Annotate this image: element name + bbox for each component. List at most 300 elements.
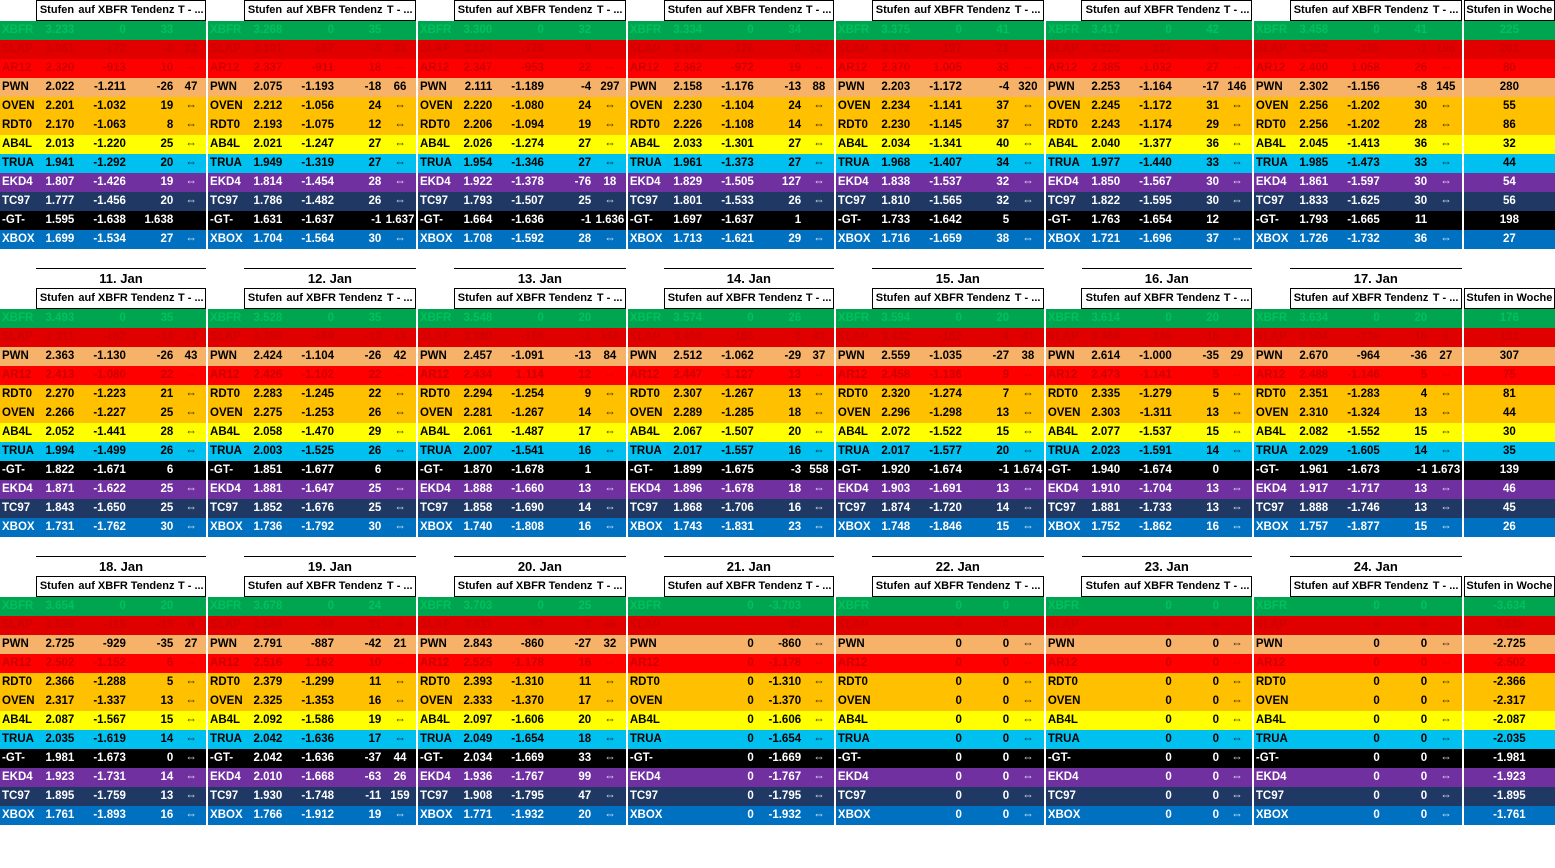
cell-tendenz: 16 xyxy=(547,442,594,461)
cell-t: ⇔ xyxy=(1430,385,1461,404)
row-label-xbox: XBOX xyxy=(418,230,454,249)
spacer xyxy=(129,249,176,269)
cell-tendenz: 26 xyxy=(337,442,384,461)
day-header-spacer xyxy=(1254,557,1290,577)
cell-stufen: 2.067 xyxy=(664,423,705,442)
cell-stufen: 3.432 xyxy=(872,328,913,347)
cell-t: ⇔ xyxy=(1222,173,1252,192)
header-t: T - ... xyxy=(1222,1,1252,21)
cell-t: 1.636 xyxy=(594,211,625,230)
cell-t: ⇔ xyxy=(1430,673,1461,692)
block-separator-row xyxy=(0,537,1555,557)
header-auf-xbfr: auf XBFR xyxy=(1123,1,1175,21)
cell-t: ⇔ xyxy=(384,173,415,192)
row-label-xbox: XBOX xyxy=(208,806,244,825)
cell-auf-xbfr: 0 xyxy=(913,806,965,825)
cell-tendenz: -860 xyxy=(757,635,804,654)
cell-stufen: 3.539 xyxy=(36,616,77,635)
cell-stufen: 2.670 xyxy=(1290,347,1331,366)
cell-t: 13 xyxy=(176,328,206,347)
cell-stufen: 2.275 xyxy=(244,404,285,423)
row-label-ar12: AR12 xyxy=(208,59,244,78)
row-label-tc97: TC97 xyxy=(1254,192,1290,211)
row-label-ab4l: AB4L xyxy=(418,711,454,730)
cell-stufen xyxy=(1290,787,1331,806)
cell-tendenz: 17 xyxy=(547,692,594,711)
cell-stufen: 1.721 xyxy=(1082,230,1123,249)
cell-auf-xbfr: -1.245 xyxy=(285,385,337,404)
cell-tendenz: 20 xyxy=(547,711,594,730)
spacer xyxy=(384,249,415,269)
row-label-ekd4: EKD4 xyxy=(1046,768,1082,787)
row-label-rdt0: RDT0 xyxy=(836,116,872,135)
day-header-7: 17. Jan xyxy=(1290,269,1462,289)
cell-stufen: 2.614 xyxy=(1082,347,1123,366)
cell-stufen: 2.325 xyxy=(244,692,285,711)
cell-t: ⇔ xyxy=(176,366,206,385)
row-label-oven: OVEN xyxy=(1254,404,1290,423)
row-label-tc97: TC97 xyxy=(1254,787,1290,806)
cell-auf-xbfr: 0 xyxy=(913,730,965,749)
cell-stufen: 1.881 xyxy=(244,480,285,499)
cell-auf-xbfr: -169 xyxy=(285,328,337,347)
row-label-ar12: AR12 xyxy=(0,654,36,673)
cell-t: ⇔ xyxy=(1222,673,1252,692)
cell-auf-xbfr: -1.353 xyxy=(285,692,337,711)
cell-stufen: 2.502 xyxy=(36,654,77,673)
cell-tendenz: 25 xyxy=(547,597,594,617)
row-label-pwn: PWN xyxy=(0,347,36,366)
cell-tendenz: 15 xyxy=(1175,423,1222,442)
row-label-slap: SLAP xyxy=(1046,616,1082,635)
cell-stufen: 3.458 xyxy=(1290,21,1331,41)
cell-auf-xbfr: -1.292 xyxy=(77,154,129,173)
cell-t: ⇔ xyxy=(1222,442,1252,461)
cell-stufen xyxy=(872,654,913,673)
cell-t: ⇔ xyxy=(1430,59,1461,78)
row-label-trua: TRUA xyxy=(208,154,244,173)
cell-t: 1.674 xyxy=(1012,461,1043,480)
row-label-ab4l: AB4L xyxy=(628,135,664,154)
cell-stufen-in-woche: 55 xyxy=(1464,97,1554,116)
cell-t: ⇔ xyxy=(1430,423,1461,442)
cell-t: ⇔ xyxy=(384,135,415,154)
cell-t: ⇔ xyxy=(804,499,834,518)
row-label-header xyxy=(1046,1,1082,21)
cell-stufen xyxy=(1290,711,1331,730)
cell-auf-xbfr: -1.678 xyxy=(705,480,757,499)
row-label-xbfr: XBFR xyxy=(1254,309,1290,329)
row-label-pwn: PWN xyxy=(0,78,36,97)
spacer xyxy=(1046,537,1082,557)
header-tendenz: Tendenz xyxy=(547,289,594,309)
cell-stufen-in-woche: -1.923 xyxy=(1464,768,1554,787)
cell-auf-xbfr: -1.062 xyxy=(705,347,757,366)
cell-t: 27 xyxy=(1430,347,1461,366)
cell-auf-xbfr: -1.674 xyxy=(913,461,965,480)
cell-stufen: 3.594 xyxy=(872,309,913,329)
cell-t: ⇔ xyxy=(384,59,415,78)
spacer xyxy=(244,249,285,269)
spacer xyxy=(705,537,757,557)
cell-tendenz: 26 xyxy=(1383,59,1430,78)
day-header-spacer xyxy=(208,269,244,289)
header-stufen: Stufen xyxy=(244,1,285,21)
cell-stufen: 1.726 xyxy=(1290,230,1331,249)
cell-tendenz: 19 xyxy=(129,97,176,116)
row-label-xbfr: XBFR xyxy=(418,21,454,41)
row-label-pwn: PWN xyxy=(1046,635,1082,654)
row-label-ab4l: AB4L xyxy=(208,423,244,442)
cell-t: ⇔ xyxy=(1012,230,1043,249)
row-label-xbox: XBOX xyxy=(836,518,872,537)
cell-auf-xbfr: -913 xyxy=(77,59,129,78)
header-tendenz: Tendenz xyxy=(337,1,384,21)
row-label-tc97: TC97 xyxy=(836,499,872,518)
row-label--gt-: -GT- xyxy=(836,461,872,480)
row-label-slap: SLAP xyxy=(628,40,664,59)
column-header-row xyxy=(0,577,1555,597)
spacer xyxy=(1254,537,1290,557)
cell-stufen-in-woche: 56 xyxy=(1464,192,1554,211)
row-label--gt-: -GT- xyxy=(836,211,872,230)
cell-auf-xbfr: -1.377 xyxy=(1123,135,1175,154)
row-label-header xyxy=(1046,577,1082,597)
cell-t: ⇔ xyxy=(1222,97,1252,116)
cell-stufen: 1.793 xyxy=(454,192,495,211)
cell-t: ⇔ xyxy=(1012,787,1043,806)
row-label-ekd4: EKD4 xyxy=(418,480,454,499)
table-row xyxy=(0,711,1555,730)
row-label-ab4l: AB4L xyxy=(0,711,36,730)
spacer xyxy=(836,537,872,557)
header-t: T - ... xyxy=(1012,1,1043,21)
cell-auf-xbfr xyxy=(705,616,757,635)
cell-auf-xbfr: 0 xyxy=(495,309,547,329)
cell-auf-xbfr: -1.767 xyxy=(495,768,547,787)
cell-auf-xbfr: -1.487 xyxy=(495,423,547,442)
cell-tendenz: 0 xyxy=(965,616,1012,635)
cell-tendenz: 27 xyxy=(337,154,384,173)
cell-stufen: 2.320 xyxy=(872,385,913,404)
cell-t: 13 xyxy=(384,328,415,347)
cell-stufen: 1.936 xyxy=(454,768,495,787)
cell-t: ⇔ xyxy=(594,135,625,154)
cell-stufen: 2.385 xyxy=(1082,59,1123,78)
cell-t: ⇔ xyxy=(1012,423,1043,442)
cell-stufen xyxy=(1082,654,1123,673)
cell-stufen: 2.347 xyxy=(454,59,495,78)
cell-tendenz: -1.767 xyxy=(757,768,804,787)
cell-tendenz: 6 xyxy=(129,461,176,480)
cell-auf-xbfr: -1.619 xyxy=(77,730,129,749)
cell-t: ⇔ xyxy=(384,692,415,711)
row-label-ekd4: EKD4 xyxy=(836,480,872,499)
cell-tendenz: 0 xyxy=(965,692,1012,711)
cell-auf-xbfr: -1.586 xyxy=(285,711,337,730)
table-row xyxy=(0,40,1555,59)
row-label-ab4l: AB4L xyxy=(1254,423,1290,442)
cell-tendenz: 20 xyxy=(757,423,804,442)
cell-t: 18 xyxy=(594,173,625,192)
cell-tendenz: 5 xyxy=(1175,366,1222,385)
day-header-spacer xyxy=(836,557,872,577)
cell-auf-xbfr: 0 xyxy=(285,597,337,617)
cell-auf-xbfr: -1.341 xyxy=(913,135,965,154)
cell-t xyxy=(384,309,415,329)
cell-stufen xyxy=(1290,692,1331,711)
spacer xyxy=(285,537,337,557)
cell-tendenz: -29 xyxy=(757,347,804,366)
cell-stufen: 2.843 xyxy=(454,635,495,654)
cell-stufen xyxy=(1290,635,1331,654)
row-label-xbfr: XBFR xyxy=(208,309,244,329)
header-tendenz: Tendenz xyxy=(547,1,594,21)
cell-stufen xyxy=(1290,768,1331,787)
cell-t: ⇔ xyxy=(594,518,625,537)
cell-tendenz: -76 xyxy=(547,173,594,192)
table-row xyxy=(0,768,1555,787)
cell-stufen: 2.017 xyxy=(872,442,913,461)
cell-stufen: 1.920 xyxy=(872,461,913,480)
header-t: T - ... xyxy=(594,577,625,597)
cell-stufen-in-woche: 32 xyxy=(1464,135,1554,154)
cell-auf-xbfr: 0 xyxy=(705,21,757,41)
cell-stufen: 1.850 xyxy=(1082,173,1123,192)
cell-tendenz: 5 xyxy=(965,211,1012,230)
cell-stufen: 2.087 xyxy=(36,711,77,730)
cell-tendenz: 13 xyxy=(1383,480,1430,499)
spacer xyxy=(36,249,77,269)
cell-t: 146 xyxy=(1222,78,1252,97)
cell-tendenz: 25 xyxy=(129,135,176,154)
cell-stufen: 1.697 xyxy=(664,211,705,230)
header-stufen: Stufen xyxy=(244,577,285,597)
spacer xyxy=(547,249,594,269)
header-auf-xbfr: auf XBFR xyxy=(285,577,337,597)
cell-stufen: 2.226 xyxy=(664,116,705,135)
cell-t xyxy=(1430,309,1461,329)
row-label-header xyxy=(628,1,664,21)
cell-t xyxy=(804,597,834,617)
row-label-xbfr: XBFR xyxy=(628,309,664,329)
cell-auf-xbfr: -1.454 xyxy=(285,173,337,192)
row-label-trua: TRUA xyxy=(1046,154,1082,173)
cell-auf-xbfr: -1.605 xyxy=(1331,442,1383,461)
cell-tendenz: 25 xyxy=(547,192,594,211)
row-label-ar12: AR12 xyxy=(418,366,454,385)
cell-auf-xbfr: -1.075 xyxy=(285,116,337,135)
cell-tendenz: -13 xyxy=(547,347,594,366)
cell-auf-xbfr: -1.673 xyxy=(1331,461,1383,480)
cell-auf-xbfr: -1.145 xyxy=(913,116,965,135)
cell-tendenz: 25 xyxy=(129,480,176,499)
cell-stufen-in-woche: 26 xyxy=(1464,518,1554,537)
cell-t: ⇔ xyxy=(1222,230,1252,249)
cell-tendenz: 11 xyxy=(547,673,594,692)
header-tendenz: Tendenz xyxy=(757,1,804,21)
cell-stufen: 2.457 xyxy=(454,347,495,366)
day-header-spacer xyxy=(1046,269,1082,289)
cell-t: ⇔ xyxy=(1222,423,1252,442)
row-label-header xyxy=(418,1,454,21)
cell-stufen: 2.351 xyxy=(1290,385,1331,404)
cell-t: ⇔ xyxy=(1012,192,1043,211)
cell-stufen xyxy=(1290,673,1331,692)
row-label-ekd4: EKD4 xyxy=(208,480,244,499)
spacer xyxy=(36,537,77,557)
cell-stufen: 1.888 xyxy=(1290,499,1331,518)
row-label-xbox: XBOX xyxy=(836,230,872,249)
cell-stufen xyxy=(1082,597,1123,617)
cell-t: 66 xyxy=(384,78,415,97)
row-label-trua: TRUA xyxy=(0,442,36,461)
spacer xyxy=(1464,249,1554,269)
cell-tendenz: -11 xyxy=(337,787,384,806)
row-label-oven: OVEN xyxy=(0,404,36,423)
row-label--gt-: -GT- xyxy=(208,749,244,768)
cell-t xyxy=(1430,211,1461,230)
header-stufen: Stufen xyxy=(36,1,77,21)
cell-t: 4 xyxy=(384,616,415,635)
cell-auf-xbfr: -1.141 xyxy=(913,97,965,116)
header-tendenz: Tendenz xyxy=(1175,289,1222,309)
row-label-trua: TRUA xyxy=(0,730,36,749)
cell-auf-xbfr: 0 xyxy=(77,597,129,617)
cell-t: ⇔ xyxy=(176,404,206,423)
cell-auf-xbfr: 0 xyxy=(285,309,337,329)
cell-auf-xbfr: -1.164 xyxy=(1123,78,1175,97)
row-label-oven: OVEN xyxy=(1046,404,1082,423)
cell-stufen: 2.033 xyxy=(664,135,705,154)
cell-auf-xbfr: -1.499 xyxy=(77,442,129,461)
cell-tendenz: -35 xyxy=(129,635,176,654)
row-label-rdt0: RDT0 xyxy=(1046,673,1082,692)
cell-auf-xbfr: -1.893 xyxy=(77,806,129,825)
spacer xyxy=(1012,249,1043,269)
cell-auf-xbfr: -1.647 xyxy=(285,480,337,499)
header-auf-xbfr: auf XBFR xyxy=(495,1,547,21)
row-label-ab4l: AB4L xyxy=(1254,135,1290,154)
row-label--gt-: -GT- xyxy=(0,461,36,480)
cell-stufen: 1.896 xyxy=(664,480,705,499)
cell-tendenz: 13 xyxy=(1383,404,1430,423)
cell-tendenz: 0 xyxy=(965,749,1012,768)
header-t: T - ... xyxy=(1012,577,1043,597)
cell-auf-xbfr: 0 xyxy=(1331,616,1383,635)
cell-tendenz: 37 xyxy=(965,97,1012,116)
cell-auf-xbfr: -1.636 xyxy=(285,749,337,768)
day-header-6: 23. Jan xyxy=(1082,557,1252,577)
row-label-tc97: TC97 xyxy=(836,787,872,806)
cell-stufen: 2.170 xyxy=(36,116,77,135)
cell-tendenz: 26 xyxy=(129,442,176,461)
cell-auf-xbfr: -1.310 xyxy=(495,673,547,692)
row-label-rdt0: RDT0 xyxy=(1046,116,1082,135)
week-spacer xyxy=(1464,269,1554,289)
table-row xyxy=(0,116,1555,135)
row-label-tc97: TC97 xyxy=(628,192,664,211)
cell-stufen: 2.434 xyxy=(454,366,495,385)
cell-t: 1.637 xyxy=(384,211,415,230)
row-label-xbox: XBOX xyxy=(418,518,454,537)
cell-stufen: 2.333 xyxy=(454,692,495,711)
cell-t: ⇔ xyxy=(384,806,415,825)
cell-stufen: 2.034 xyxy=(454,749,495,768)
cell-tendenz: 23 xyxy=(757,518,804,537)
cell-t: ⇔ xyxy=(1430,768,1461,787)
header-stufen: Stufen xyxy=(244,289,285,309)
cell-t: 22 xyxy=(176,40,206,59)
cell-stufen: 3.124 xyxy=(454,40,495,59)
row-label--gt-: -GT- xyxy=(418,211,454,230)
cell-t: ⇔ xyxy=(176,97,206,116)
cell-t: ⇔ xyxy=(384,230,415,249)
row-label-slap: SLAP xyxy=(208,328,244,347)
cell-stufen: 2.045 xyxy=(1290,135,1331,154)
cell-auf-xbfr: -1.146 xyxy=(1331,366,1383,385)
header-t: T - ... xyxy=(384,577,415,597)
cell-auf-xbfr: -1.746 xyxy=(1331,499,1383,518)
cell-stufen: 1.977 xyxy=(1082,154,1123,173)
cell-stufen xyxy=(1290,749,1331,768)
cell-t xyxy=(1012,40,1043,59)
cell-tendenz: 33 xyxy=(129,21,176,41)
cell-stufen-in-woche: 3.539 xyxy=(1464,616,1554,635)
cell-auf-xbfr: -1.654 xyxy=(495,730,547,749)
cell-t xyxy=(176,597,206,617)
cell-t: ⇔ xyxy=(804,711,834,730)
header-stufen: Stufen xyxy=(1082,289,1123,309)
cell-tendenz: 13 xyxy=(965,404,1012,423)
cell-t xyxy=(804,309,834,329)
cell-t: ⇔ xyxy=(1430,518,1461,537)
cell-stufen: 3.311 xyxy=(36,328,77,347)
row-label-slap: SLAP xyxy=(0,616,36,635)
header-tendenz: Tendenz xyxy=(757,289,804,309)
cell-t: ⇔ xyxy=(1222,192,1252,211)
cell-tendenz: 36 xyxy=(1175,135,1222,154)
cell-auf-xbfr: -1.678 xyxy=(495,461,547,480)
cell-tendenz: -26 xyxy=(337,347,384,366)
cell-auf-xbfr: -1.176 xyxy=(705,78,757,97)
row-label-xbox: XBOX xyxy=(0,806,36,825)
cell-auf-xbfr: -182 xyxy=(77,328,129,347)
cell-stufen: 2.061 xyxy=(454,423,495,442)
cell-tendenz: 0 xyxy=(1383,749,1430,768)
cell-stufen: 1.833 xyxy=(1290,192,1331,211)
cell-stufen xyxy=(664,673,705,692)
cell-t: ⇔ xyxy=(594,404,625,423)
cell-auf-xbfr: -176 xyxy=(495,40,547,59)
cell-stufen: 3.493 xyxy=(36,309,77,329)
cell-stufen: 2.310 xyxy=(1290,404,1331,423)
cell-stufen: 1.908 xyxy=(454,787,495,806)
header-t: T - ... xyxy=(594,1,625,21)
cell-stufen: 1.793 xyxy=(1290,211,1331,230)
cell-t: 9 xyxy=(1222,328,1252,347)
cell-auf-xbfr: 0 xyxy=(1331,787,1383,806)
cell-t: 159 xyxy=(384,787,415,806)
cell-t: ⇔ xyxy=(804,518,834,537)
cell-stufen xyxy=(1290,654,1331,673)
cell-auf-xbfr: -1.324 xyxy=(1331,404,1383,423)
cell-auf-xbfr: -1.456 xyxy=(77,192,129,211)
cell-t: ⇔ xyxy=(1222,692,1252,711)
header-stufen: Stufen xyxy=(664,577,705,597)
cell-t: ⇔ xyxy=(1012,135,1043,154)
cell-t: 46 xyxy=(594,616,625,635)
